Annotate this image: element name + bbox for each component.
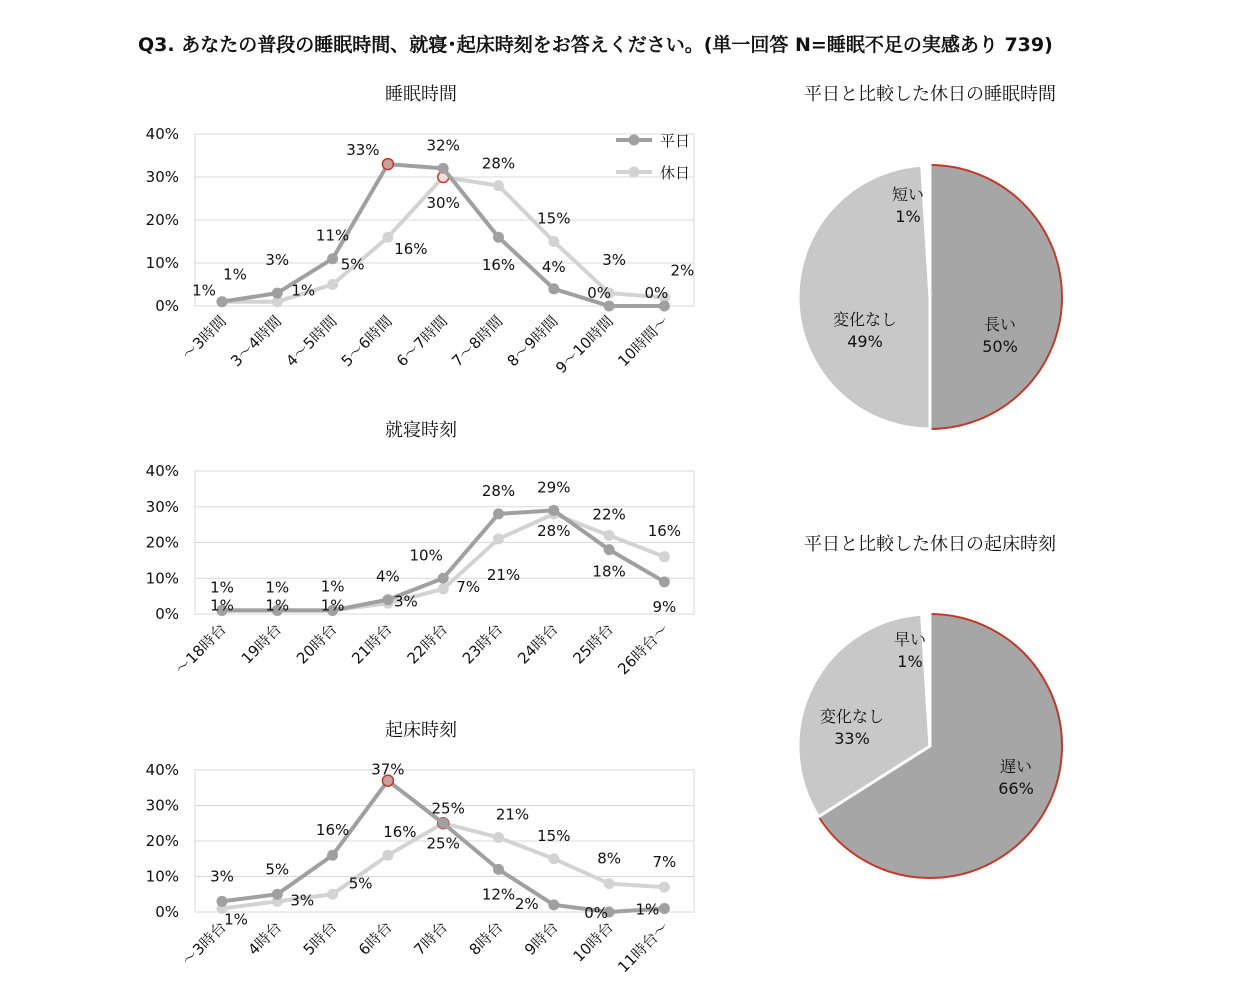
x-tick-2-7: 10時台 xyxy=(569,918,617,966)
pie-value-1-2: 1% xyxy=(897,652,923,671)
y-tick-0-2: 20% xyxy=(145,211,179,229)
point-2-weekday-2 xyxy=(328,850,338,860)
point-0-weekday-8 xyxy=(659,301,669,311)
data-label-1-holiday-8: 16% xyxy=(647,521,682,540)
data-label-1-holiday-0: 1% xyxy=(210,596,234,615)
data-label-1-holiday-7: 22% xyxy=(592,505,626,524)
y-tick-2-1: 10% xyxy=(145,867,179,886)
data-label-0-holiday-6: 15% xyxy=(537,209,571,228)
data-label-0-weekday-0: 1% xyxy=(192,281,216,300)
data-label-0-weekday-1: 3% xyxy=(265,251,290,270)
x-tick-1-6: 24時台 xyxy=(514,620,562,668)
data-label-2-weekday-4: 25% xyxy=(426,834,460,853)
data-label-2-holiday-2: 5% xyxy=(348,874,373,893)
y-tick-1-2: 20% xyxy=(145,533,179,552)
y-tick-1-4: 40% xyxy=(145,462,179,480)
data-label-2-holiday-4: 25% xyxy=(431,799,465,818)
data-label-2-holiday-0: 1% xyxy=(224,910,248,929)
x-tick-0-8: 10時間～ xyxy=(614,312,673,371)
point-2-holiday-2 xyxy=(328,889,338,899)
data-label-0-weekday-4: 32% xyxy=(426,136,460,155)
data-label-0-weekday-5: 16% xyxy=(481,256,516,275)
point-0-weekday-1 xyxy=(272,288,282,298)
point-1-holiday-7 xyxy=(604,530,614,540)
y-tick-0-4: 40% xyxy=(145,125,179,143)
point-0-weekday-3 xyxy=(382,159,393,170)
data-label-2-weekday-7: 0% xyxy=(584,904,608,922)
x-tick-1-4: 22時台 xyxy=(403,620,452,668)
point-2-weekday-6 xyxy=(549,900,559,910)
data-label-2-holiday-5: 21% xyxy=(495,805,530,824)
x-tick-0-0: ～3時間 xyxy=(178,312,230,364)
point-1-holiday-8 xyxy=(659,552,669,562)
pie-label-1-1: 変化なし xyxy=(819,707,885,726)
legend-marker-1 xyxy=(629,167,639,177)
x-tick-2-3: 6時台 xyxy=(355,918,396,959)
pie-value-1-0: 66% xyxy=(998,779,1034,798)
chart-title-bedtime: 就寝時刻 xyxy=(385,420,457,441)
y-tick-2-0: 0% xyxy=(155,903,179,921)
y-tick-1-0: 0% xyxy=(155,605,179,623)
point-1-holiday-5 xyxy=(494,534,504,544)
data-label-0-holiday-0: 1% xyxy=(223,265,247,284)
data-label-0-holiday-4: 30% xyxy=(426,194,460,212)
point-2-holiday-6 xyxy=(549,854,559,864)
x-tick-1-1: 19時台 xyxy=(237,620,286,668)
pie-label-0-0: 長い xyxy=(983,315,1017,334)
data-label-2-weekday-5: 12% xyxy=(481,885,516,904)
pie-value-1-1: 33% xyxy=(834,729,870,748)
data-label-0-weekday-6: 4% xyxy=(541,257,566,276)
legend-marker-0 xyxy=(629,135,639,145)
point-2-holiday-5 xyxy=(494,832,504,842)
x-tick-2-6: 9時台 xyxy=(520,918,562,959)
data-label-1-weekday-5: 28% xyxy=(481,481,516,500)
point-0-weekday-7 xyxy=(604,301,614,311)
x-tick-1-0: ～18時台 xyxy=(171,620,230,679)
data-label-2-weekday-2: 16% xyxy=(315,821,350,840)
y-tick-2-4: 40% xyxy=(145,761,179,779)
data-label-0-weekday-2: 11% xyxy=(315,226,350,245)
x-tick-2-2: 5時台 xyxy=(299,918,341,959)
data-label-0-holiday-5: 28% xyxy=(481,154,516,173)
data-label-2-holiday-6: 15% xyxy=(537,826,571,845)
data-label-1-weekday-3: 4% xyxy=(376,567,400,586)
y-tick-2-3: 30% xyxy=(145,796,179,815)
x-tick-2-1: 4時台 xyxy=(244,918,286,959)
y-tick-0-0: 0% xyxy=(155,297,179,315)
data-label-0-holiday-2: 5% xyxy=(340,255,365,274)
data-label-1-holiday-5: 21% xyxy=(486,565,521,584)
data-label-1-holiday-3: 3% xyxy=(394,592,418,611)
point-2-weekday-8 xyxy=(659,903,669,913)
y-tick-2-2: 20% xyxy=(145,832,179,850)
data-label-2-holiday-8: 7% xyxy=(652,853,677,872)
pie-value-0-1: 49% xyxy=(847,332,883,351)
pie-value-0-2: 1% xyxy=(895,207,921,226)
point-1-weekday-6 xyxy=(549,505,559,515)
y-tick-0-1: 10% xyxy=(145,254,179,272)
point-1-weekday-7 xyxy=(604,545,614,555)
point-0-weekday-5 xyxy=(494,232,504,242)
point-0-weekday-0 xyxy=(217,297,227,307)
x-tick-0-4: 6～7時間 xyxy=(392,312,452,371)
point-1-weekday-5 xyxy=(494,509,504,519)
y-tick-1-3: 30% xyxy=(145,497,179,516)
point-0-holiday-3 xyxy=(383,232,393,242)
page-title: Q3. あなたの普段の睡眠時間、就寝･起床時刻をお答えください。(単一回答 N=睡眠不足の実感あり 739) xyxy=(138,34,1053,56)
x-tick-0-1: 3～4時間 xyxy=(227,312,286,371)
y-tick-1-1: 10% xyxy=(145,569,179,588)
chart-title-pie-sleep: 平日と比較した休日の睡眠時間 xyxy=(804,84,1056,105)
data-label-1-holiday-1: 1% xyxy=(265,596,290,615)
pie-label-1-0: 遅い xyxy=(999,757,1033,776)
data-label-1-holiday-4: 7% xyxy=(456,577,481,596)
point-2-weekday-1 xyxy=(272,889,282,899)
data-label-2-holiday-7: 8% xyxy=(597,849,621,868)
point-0-weekday-6 xyxy=(549,284,559,294)
data-label-2-weekday-6: 2% xyxy=(514,894,539,913)
data-label-2-weekday-3: 37% xyxy=(371,760,405,779)
point-0-holiday-6 xyxy=(549,237,559,247)
data-label-0-holiday-1: 1% xyxy=(291,281,316,300)
point-1-weekday-4 xyxy=(438,573,448,583)
point-2-weekday-4 xyxy=(438,818,448,828)
data-label-0-weekday-7: 0% xyxy=(587,284,611,302)
pie-slice-0-0 xyxy=(930,165,1062,429)
data-label-0-holiday-3: 16% xyxy=(394,240,428,259)
x-tick-1-8: 26時台～ xyxy=(614,620,673,679)
pie-value-0-0: 50% xyxy=(982,337,1018,356)
data-label-0-weekday-3: 33% xyxy=(346,141,380,160)
x-tick-0-7: 9～10時間 xyxy=(552,312,617,377)
data-label-1-holiday-6: 28% xyxy=(537,521,571,540)
data-label-1-weekday-7: 18% xyxy=(592,562,626,581)
x-tick-2-8: 11時台～ xyxy=(614,918,673,977)
x-tick-0-5: 7～8時間 xyxy=(448,312,507,371)
data-label-1-holiday-2: 1% xyxy=(320,596,345,615)
data-label-0-weekday-8: 0% xyxy=(644,284,669,302)
x-tick-1-2: 20時台 xyxy=(292,620,341,668)
legend-label-0: 平日 xyxy=(660,132,691,150)
chart-title-pie-wake: 平日と比較した休日の起床時刻 xyxy=(804,534,1056,555)
point-0-holiday-5 xyxy=(494,181,504,191)
data-label-2-holiday-1: 3% xyxy=(290,891,315,910)
data-label-2-weekday-1: 5% xyxy=(265,860,290,879)
data-label-1-weekday-6: 29% xyxy=(537,478,571,497)
y-tick-0-3: 30% xyxy=(145,168,179,186)
pie-label-1-2: 早い xyxy=(893,630,927,649)
x-tick-2-4: 7時台 xyxy=(410,918,452,959)
x-tick-1-3: 21時台 xyxy=(348,620,396,668)
x-tick-0-2: 4～5時間 xyxy=(282,312,341,371)
data-label-0-holiday-8: 2% xyxy=(670,261,695,280)
data-label-1-weekday-8: 9% xyxy=(652,597,677,616)
x-tick-2-5: 8時台 xyxy=(465,918,507,959)
point-2-holiday-8 xyxy=(659,882,669,892)
x-tick-2-0: ～3時台 xyxy=(178,918,230,970)
point-1-holiday-4 xyxy=(438,584,448,594)
point-1-weekday-8 xyxy=(659,577,669,587)
data-label-2-weekday-0: 3% xyxy=(210,867,234,886)
data-label-1-weekday-0: 1% xyxy=(210,578,234,597)
x-tick-0-3: 5～6時間 xyxy=(337,312,396,371)
point-2-weekday-5 xyxy=(494,864,504,874)
point-2-weekday-0 xyxy=(217,896,227,906)
x-tick-0-6: 8～9時間 xyxy=(503,312,562,371)
data-label-2-weekday-8: 1% xyxy=(635,900,660,919)
pie-label-0-1: 変化なし xyxy=(832,310,898,329)
point-2-holiday-3 xyxy=(383,850,393,860)
data-label-1-weekday-1: 1% xyxy=(265,578,290,597)
point-2-holiday-7 xyxy=(604,879,614,889)
pie-label-0-2: 短い xyxy=(891,185,925,204)
legend-label-1: 休日 xyxy=(660,164,691,182)
x-tick-1-7: 25時台 xyxy=(569,620,617,668)
data-label-1-weekday-2: 1% xyxy=(320,577,345,596)
data-label-0-holiday-7: 3% xyxy=(602,251,626,270)
point-0-weekday-2 xyxy=(328,254,338,264)
point-1-weekday-3 xyxy=(383,595,393,605)
chart-title-sleep-duration: 睡眠時間 xyxy=(385,84,457,105)
data-label-1-weekday-4: 10% xyxy=(409,546,443,565)
chart-title-wake-time: 起床時刻 xyxy=(385,720,457,741)
pie-slice-0-1 xyxy=(798,165,930,429)
data-label-2-holiday-3: 16% xyxy=(383,823,417,842)
point-0-weekday-4 xyxy=(438,163,448,173)
point-0-holiday-2 xyxy=(328,280,338,290)
x-tick-1-5: 23時台 xyxy=(458,620,507,668)
